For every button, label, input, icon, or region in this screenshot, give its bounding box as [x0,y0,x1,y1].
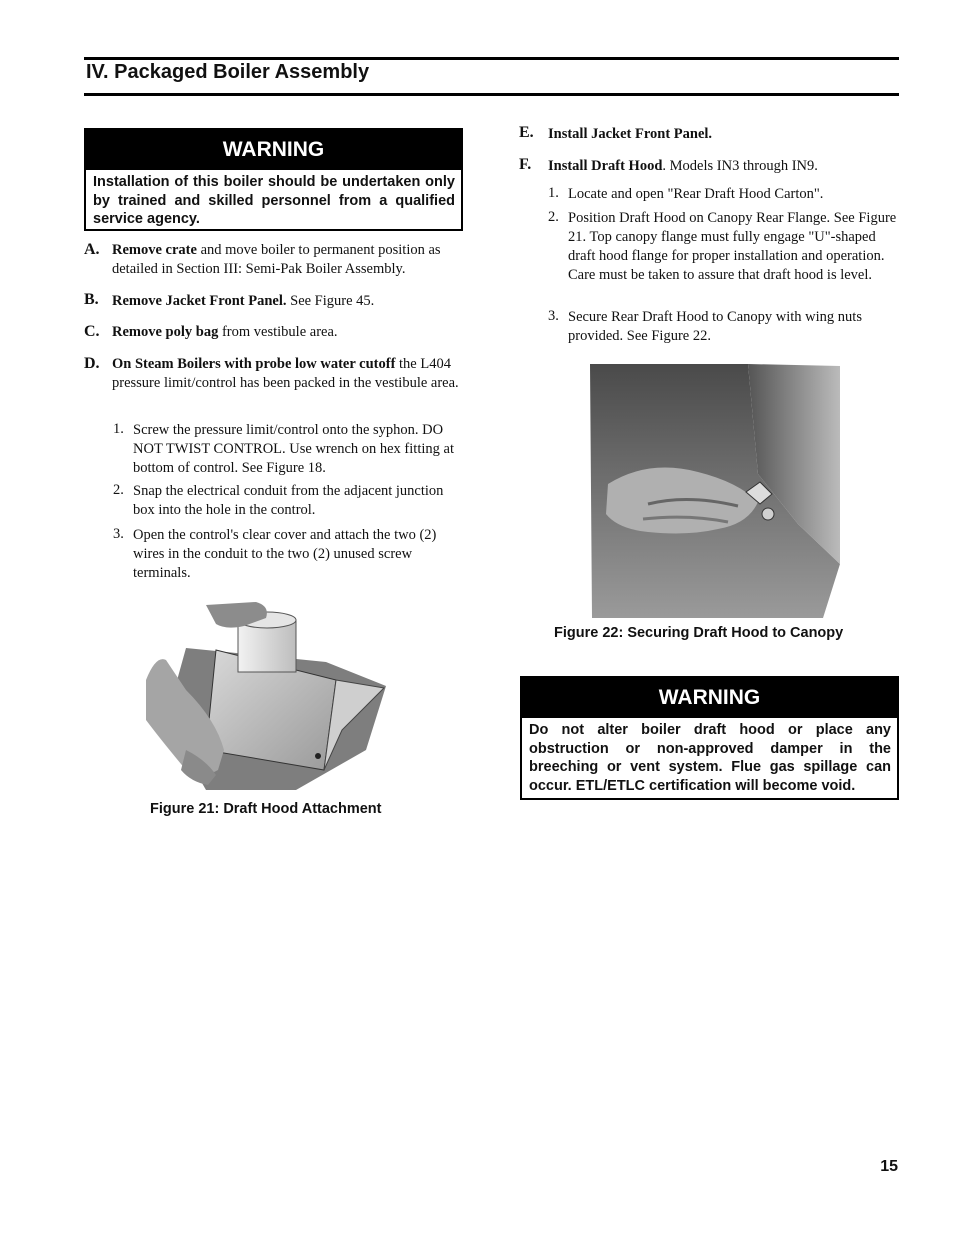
warning-heading-2: WARNING [522,678,897,718]
section-title: IV. Packaged Boiler Assembly [86,61,370,83]
figure-22-caption: Figure 22: Securing Draft Hood to Canopy [554,625,844,641]
substep-d1: Screw the pressure limit/control onto the syphon. DO NOT TWIST CONTROL. Use wrench on hex fitting at bottom of control. See Figure 18. [133,422,454,476]
step-b-bold: Remove Jacket Front Panel. [112,293,287,309]
substep-f2-number: 2. [548,209,559,225]
substep-d3: Open the control's clear cover and attach the two (2) wires in the conduit to the two (2) unused screw terminals. [133,527,437,581]
step-e [548,125,898,144]
substep-d2: Snap the electrical conduit from the adjacent junction box into the hole in the control. [133,483,444,518]
substep-d2-number: 2. [113,482,124,498]
substep-f2: Position Draft Hood on Canopy Rear Flange. See Figure 21. Top canopy flange must fully engage "U"-shaped draft hood flange for proper installation and operation. Care must be taken to assure that draft hood is level. [568,210,897,283]
step-b-text: See Figure 45. [286,293,375,309]
figure-21-image [146,600,388,793]
warning-box-draft-hood [520,676,899,800]
header-rule-bottom [84,93,899,96]
step-letter-e: E. [519,124,534,141]
step-letter-b: B. [84,291,99,308]
warning-text-2: Do not alter boiler draft hood or place any obstruction or non-approved damper in the breeching or vent system. Flue gas spillage can occur. ETL/ETLC certification will become void. [529,722,891,794]
figure-22-image [588,364,842,618]
step-d-text: the L404 pressure limit/control has been packed in the vestibule area. [112,356,459,391]
header-rule-top [84,57,899,60]
step-a-bold: Remove crate [112,242,197,258]
substep-f1: Locate and open "Rear Draft Hood Carton". [568,186,824,202]
step-c-text: from vestibule area. [218,324,338,340]
step-letter-d: D. [84,355,100,372]
substep-d1-number: 1. [113,421,124,437]
step-a-text: and move boiler to permanent position as detailed in Section III: Semi-Pak Boiler Assembly. [112,242,441,277]
figure-21-caption: Figure 21: Draft Hood Attachment [150,801,382,817]
step-f [548,157,898,176]
substep-f3-number: 3. [548,308,559,324]
step-e-bold: Install Jacket Front Panel. [548,126,713,142]
step-f-text: . Models IN3 through IN9. [662,158,818,174]
step-f-bold: Install Draft Hood [548,158,663,174]
substep-f3: Secure Rear Draft Hood to Canopy with wing nuts provided. See Figure 22. [568,309,862,344]
step-letter-a: A. [84,241,100,258]
page-number: 15 [880,1158,898,1175]
step-letter-c: C. [84,323,100,340]
step-d-bold: On Steam Boilers with probe low water cutoff [112,356,396,372]
step-c-bold: Remove poly bag [112,324,219,340]
warning-box-installation [84,128,463,231]
substep-d3-number: 3. [113,526,124,542]
step-letter-f: F. [519,156,532,173]
step-a [112,241,462,279]
warning-text: Installation of this boiler should be undertaken only by trained and skilled personnel from a qualified service agency. [93,174,455,227]
step-c [112,323,462,342]
substep-f1-number: 1. [548,185,559,201]
step-d [112,355,462,393]
step-b [112,292,462,311]
warning-heading: WARNING [86,130,461,170]
